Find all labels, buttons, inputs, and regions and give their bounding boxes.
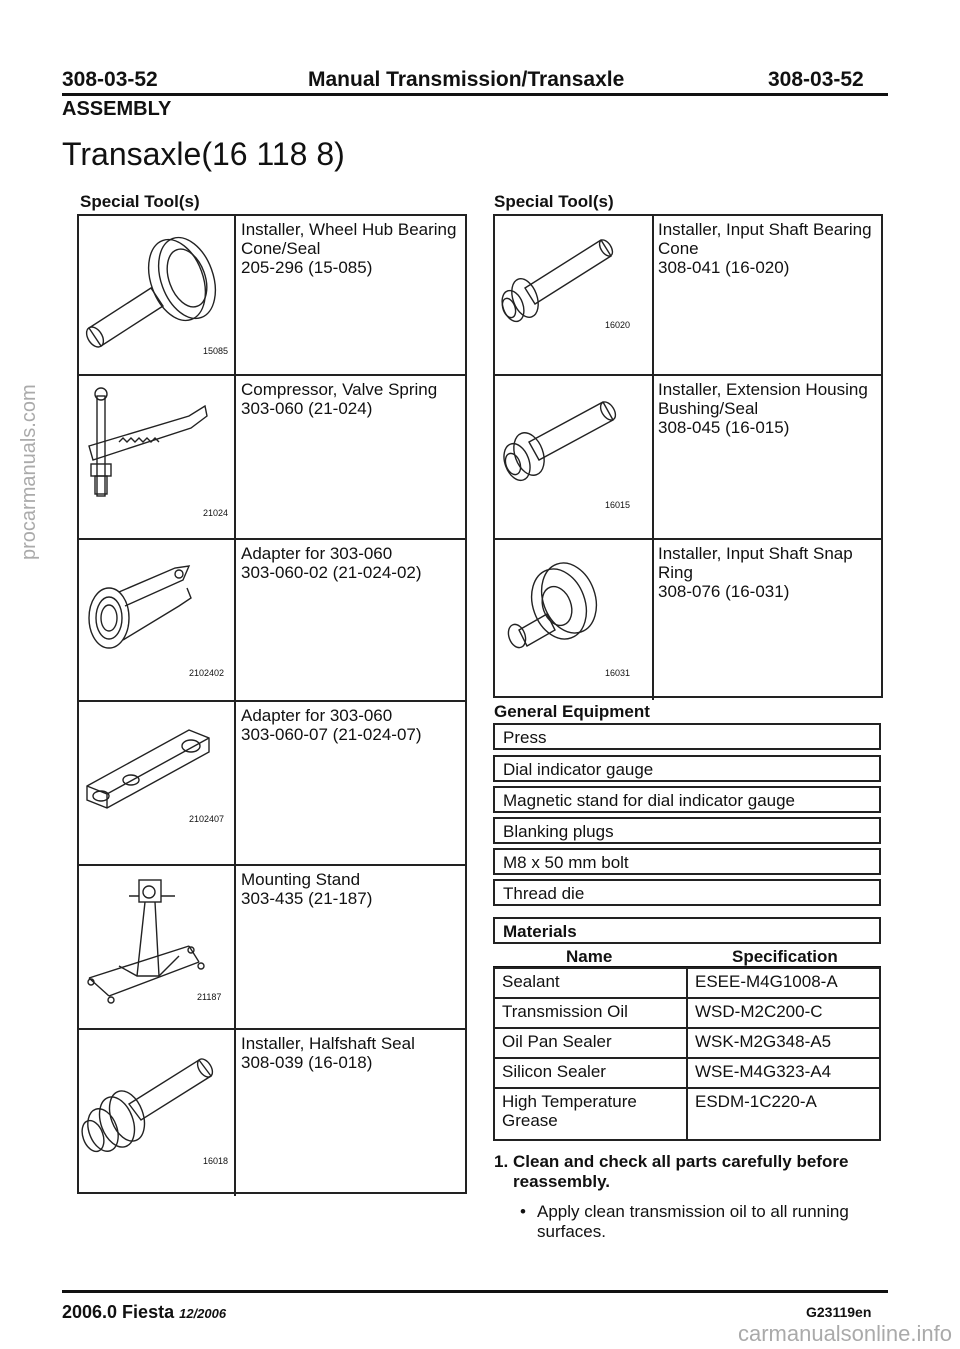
equipment-item: Thread die — [493, 879, 881, 906]
step-text-line: Clean and check all parts carefully before — [513, 1152, 849, 1171]
equipment-item: Dial indicator gauge — [493, 755, 881, 782]
tool-description — [241, 1034, 415, 1072]
material-spec: WSD-M2C200-C — [686, 997, 881, 1029]
tool-part-number: 303-060-02 (21-024-02) — [241, 563, 422, 582]
material-spec: WSE-M4G323-A4 — [686, 1057, 881, 1089]
tool-description — [658, 544, 853, 601]
tool-name-cont: Cone — [658, 239, 699, 258]
material-name: High Temperature Grease — [493, 1087, 688, 1141]
footer-rule — [62, 1290, 888, 1293]
tool-description — [241, 220, 456, 277]
general-equipment-heading: General Equipment — [494, 702, 650, 721]
halfshaft-seal-installer-icon — [79, 1030, 234, 1196]
tool-image-cell — [79, 216, 236, 374]
tool-description — [241, 544, 422, 582]
tool-row — [79, 216, 465, 374]
tool-name: Adapter for 303-060 — [241, 706, 393, 725]
material-name: Silicon Sealer — [493, 1057, 688, 1089]
tool-row — [79, 864, 465, 1028]
tool-number: 15085 — [203, 346, 229, 356]
tool-part-number: 308-045 (16-015) — [658, 418, 790, 437]
tool-image-cell — [79, 702, 236, 864]
tool-number: 16018 — [203, 1156, 229, 1166]
tool-part-number: 303-060 (21-024) — [241, 399, 373, 418]
tool-name: Installer, Halfshaft Seal — [241, 1034, 415, 1053]
tool-part-number: 308-039 (16-018) — [241, 1053, 373, 1072]
bullet-dot: • — [520, 1202, 526, 1221]
tool-number: 16031 — [605, 668, 631, 678]
tool-row — [495, 374, 881, 538]
equipment-item: M8 x 50 mm bolt — [493, 848, 881, 875]
footer-code: G23119en — [806, 1304, 872, 1320]
material-spec: ESEE-M4G1008-A — [686, 967, 881, 999]
left-special-tools-table — [77, 214, 467, 1194]
footer-model — [62, 1302, 226, 1323]
tool-name: Installer, Extension Housing — [658, 380, 868, 399]
header-title: Manual Transmission/Transaxle — [308, 68, 625, 91]
tool-row — [495, 538, 881, 700]
material-name: Oil Pan Sealer — [493, 1027, 688, 1059]
tool-row — [79, 700, 465, 864]
tool-number: 2102407 — [189, 814, 225, 824]
bullet-text — [537, 1202, 849, 1242]
extension-housing-installer-icon — [495, 376, 652, 538]
step-text — [513, 1152, 848, 1192]
tool-part-number: 303-435 (21-187) — [241, 889, 373, 908]
tool-description — [241, 380, 437, 418]
tool-image-cell — [79, 866, 236, 1028]
page-title: Transaxle(16 118 8) — [62, 136, 345, 172]
equipment-item: Blanking plugs — [493, 817, 881, 844]
tool-image-cell — [79, 376, 236, 538]
header-page-number-left: 308-03-52 — [62, 68, 158, 91]
mounting-stand-icon — [79, 866, 234, 1028]
footer-date: 12/2006 — [179, 1306, 227, 1321]
tool-name: Installer, Input Shaft Snap — [658, 544, 853, 563]
tool-number: 16020 — [605, 320, 631, 330]
tool-number: 2102402 — [189, 668, 225, 678]
footer-model-text: 2006.0 Fiesta — [62, 1302, 175, 1322]
right-special-tools-table — [493, 214, 883, 698]
tool-row — [79, 1028, 465, 1196]
tool-part-number: 303-060-07 (21-024-07) — [241, 725, 422, 744]
tool-name-cont: Bushing/Seal — [658, 399, 759, 418]
section-heading: ASSEMBLY — [62, 98, 172, 120]
step-text-line: reassembly. — [513, 1172, 611, 1191]
header-page-number-right: 308-03-52 — [768, 68, 864, 91]
bottom-watermark: carmanualsonline.info — [737, 1321, 952, 1346]
left-special-tools-heading: Special Tool(s) — [80, 192, 200, 211]
tool-name: Installer, Wheel Hub Bearing — [241, 220, 457, 239]
tool-image-cell — [495, 216, 654, 374]
tool-name: Compressor, Valve Spring — [241, 380, 438, 399]
tool-number: 21024 — [203, 508, 229, 518]
tool-part-number: 308-041 (16-020) — [658, 258, 790, 277]
tool-number: 21187 — [197, 992, 222, 1002]
tool-description — [241, 870, 372, 908]
materials-heading: Materials — [493, 917, 881, 944]
tool-row — [79, 538, 465, 700]
tool-part-number: 308-076 (16-031) — [658, 582, 790, 601]
tool-description — [241, 706, 422, 744]
tool-description — [658, 220, 872, 277]
materials-col-spec: Specification — [732, 947, 838, 966]
tool-part-number: 205-296 (15-085) — [241, 258, 373, 277]
header-rule — [62, 93, 888, 96]
tool-image-cell — [79, 1030, 236, 1196]
equipment-item: Magnetic stand for dial indicator gauge — [493, 786, 881, 813]
tool-name-cont: Cone/Seal — [241, 239, 321, 258]
tool-row — [495, 216, 881, 374]
tool-name: Adapter for 303-060 — [241, 544, 393, 563]
materials-col-name: Name — [566, 947, 613, 966]
tool-name-cont: Ring — [658, 563, 693, 582]
right-special-tools-heading: Special Tool(s) — [494, 192, 614, 211]
tool-image-cell — [495, 540, 654, 700]
bullet-text-line: Apply clean transmission oil to all running — [537, 1202, 849, 1221]
tool-image-cell — [79, 540, 236, 700]
material-spec: ESDM-1C220-A — [686, 1087, 881, 1141]
tool-name: Mounting Stand — [241, 870, 361, 889]
material-spec: WSK-M2G348-A5 — [686, 1027, 881, 1059]
adapter-plate-icon — [79, 702, 234, 864]
equipment-item: Press — [493, 723, 881, 750]
bullet-text-line: surfaces. — [537, 1222, 606, 1241]
material-name: Sealant — [493, 967, 688, 999]
tool-image-cell — [495, 376, 654, 538]
tool-name: Installer, Input Shaft Bearing — [658, 220, 872, 239]
step-number: 1. — [494, 1152, 509, 1171]
tool-row — [79, 374, 465, 538]
side-watermark: procarmanuals.com — [18, 384, 40, 560]
input-shaft-bearing-installer-icon — [495, 216, 652, 372]
material-name: Transmission Oil — [493, 997, 688, 1029]
tool-description — [658, 380, 868, 437]
tool-number: 16015 — [605, 500, 631, 510]
